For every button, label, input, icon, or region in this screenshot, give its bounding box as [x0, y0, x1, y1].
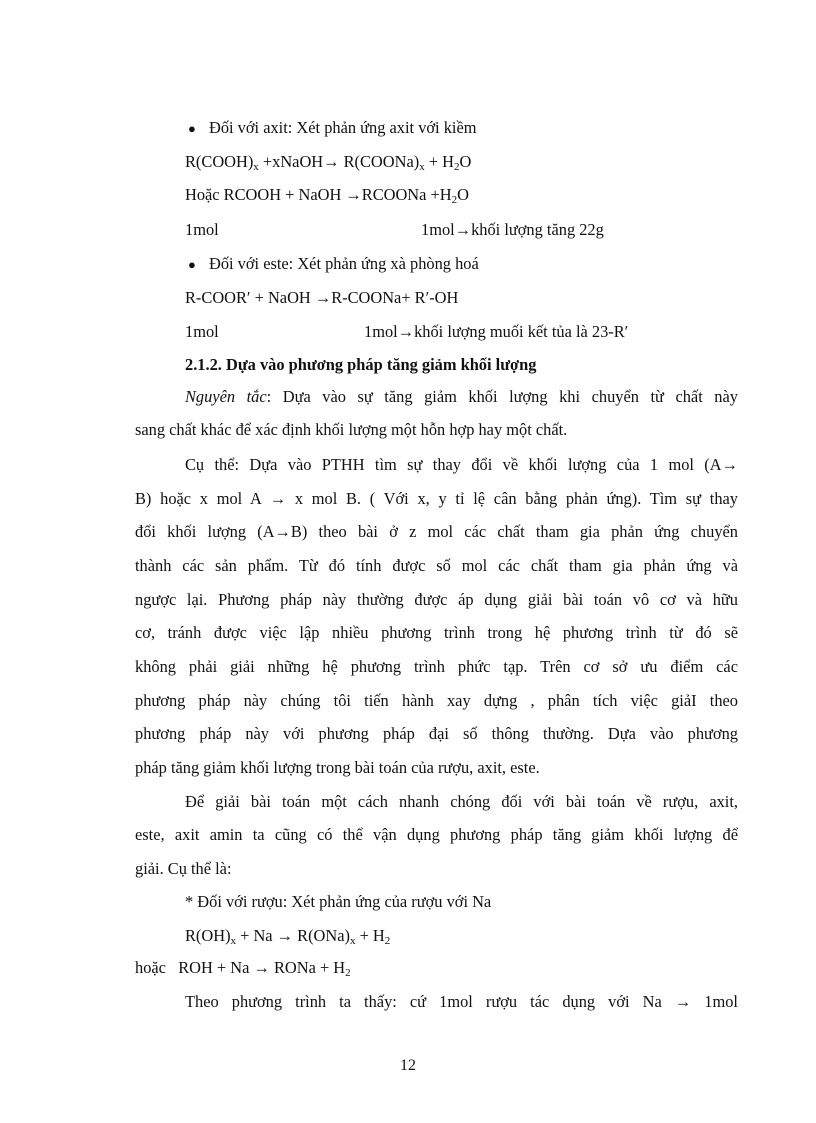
- detail-line: phương pháp này với phương pháp đại số thông thường. Dựa vào phương: [135, 724, 738, 743]
- detail-line: ngược lại. Phương pháp này thường được áp dụng giải bài toán vô cơ và hữu: [135, 590, 738, 609]
- detail-line: đổi khối lượng (A→B) theo bài ở z mol các chất tham gia phản ứng chuyển: [135, 522, 738, 541]
- acid-heading: Đối với axit: Xét phản ứng axit với kiềm: [209, 118, 477, 137]
- detail-line: thành các sản phẩm. Từ đó tính được số mol các chất tham gia phản ứng và: [135, 556, 738, 575]
- detail-line: phương pháp này chúng tôi tiến hành xay dựng , phân tích việc giảI theo: [135, 691, 738, 710]
- acid-equation-2: Hoặc RCOOH + NaOH →RCOONa $+H_2O$: [185, 185, 469, 206]
- detail-line: cơ, tránh được việc lập nhiều phương trình trong hệ phương trình từ đó sẽ: [135, 623, 738, 642]
- bullet-icon: ●: [188, 121, 196, 136]
- detail-line: pháp tăng giảm khối lượng trong bài toán của rượu, axit, este.: [135, 758, 540, 777]
- alcohol-equation-1: $R(OH)_x + Na \to R(ONa)_x + H_2$: [185, 926, 391, 947]
- detail-line: B) hoặc x mol A → x mol B. ( Với x, y tỉ lệ cân bằng phản ứng). Tìm sự thay: [135, 489, 738, 508]
- detail-line: Cụ thể: Dựa vào PTHH tìm sự thay đổi về khối lượng của 1 mol (A→: [185, 455, 738, 474]
- ester-heading: Đối với este: Xét phản ứng xà phòng hoá: [209, 254, 479, 273]
- ester-equation: R-COOR′ + NaOH →R-COONa+ R′-OH: [185, 288, 459, 307]
- detail-line: không phải giải những hệ phương trình phức tạp. Trên cơ sở ưu điểm các: [135, 657, 738, 676]
- alcohol-conclusion: Theo phương trình ta thấy: cứ 1mol rượu tác dụng với Na → 1mol: [185, 992, 738, 1011]
- principle-line-2: sang chất khác để xác định khối lượng một hỗn hợp hay một chất.: [135, 420, 568, 439]
- acid-mol-left: 1mol: [185, 220, 219, 239]
- alcohol-heading: * Đối với rượu: Xét phản ứng của rượu với Na: [185, 892, 492, 911]
- apply-line: este, axit amin ta cũng có thể vận dụng phương pháp tăng giảm khối lượng để: [135, 825, 738, 844]
- acid-mol-right: 1mol→khối lượng tăng 22g: [421, 220, 604, 239]
- principle-line-1: Nguyên tắc: Dựa vào sự tăng giảm khối lượng khi chuyển từ chất này: [185, 387, 738, 406]
- ester-mol-left: 1mol: [185, 322, 219, 341]
- alcohol-equation-2: hoặc ROH + Na → RONa + $H_2$: [135, 958, 351, 979]
- apply-line: Để giải bài toán một cách nhanh chóng đối với bài toán về rượu, axit,: [185, 792, 738, 811]
- bullet-icon: ●: [188, 257, 196, 272]
- apply-line: giải. Cụ thể là:: [135, 859, 232, 878]
- section-title: 2.1.2. Dựa vào phương pháp tăng giảm khối lượng: [185, 355, 537, 374]
- acid-equation-1: $R(COOH)_x$ +xNaOH→ $R(COONa)_x + H_2O$: [185, 152, 472, 173]
- page-number: 12: [400, 1057, 416, 1074]
- ester-mol-right: 1mol→khối lượng muối kết tủa là 23-R′: [364, 322, 629, 341]
